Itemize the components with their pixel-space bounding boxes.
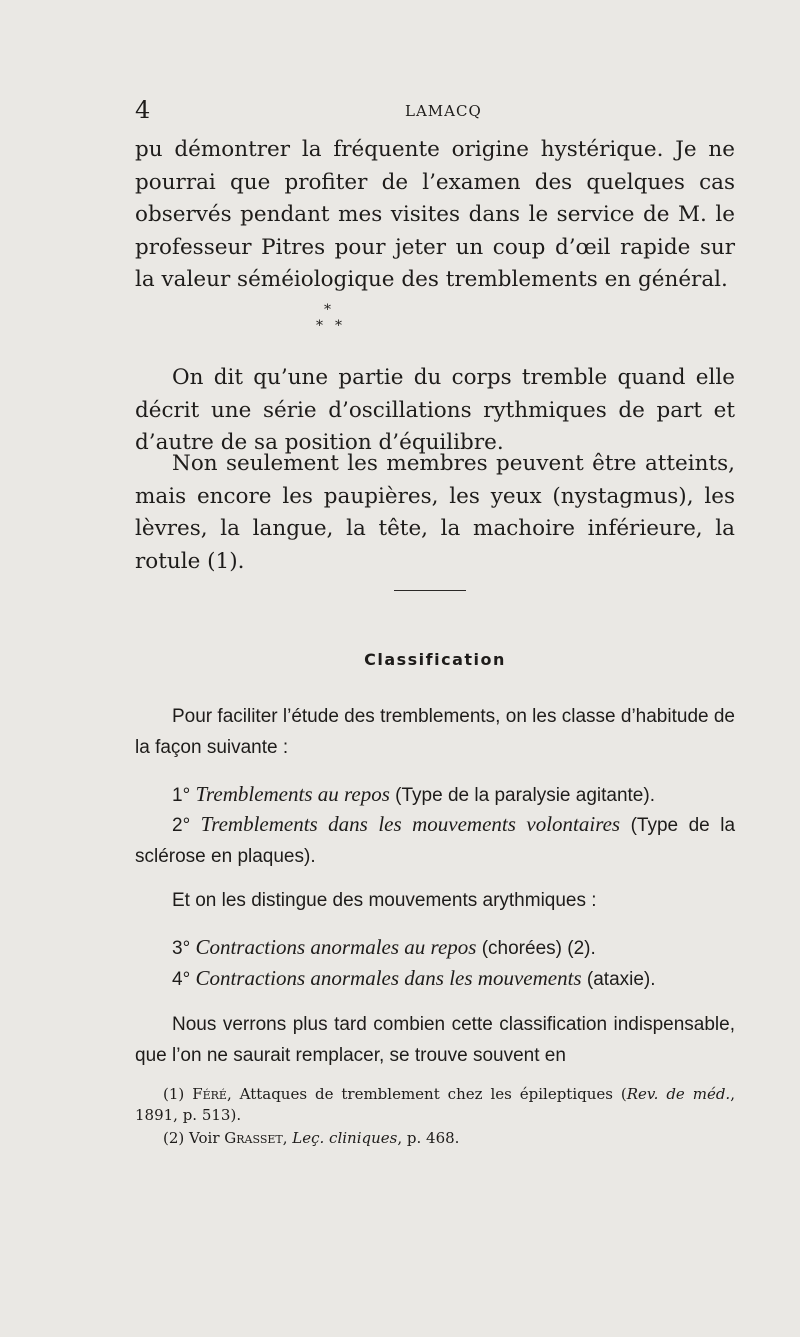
item-detail: (Type de la sclérose en plaques). [135,815,736,867]
footnote-marker: (1) [163,1085,185,1103]
footnote-marker: (2) [163,1129,185,1147]
item-title: Tremblements dans les mouvements volontaires [200,812,621,836]
page-header [135,96,735,126]
page-number: 4 [135,96,151,124]
footnote-author: Grasset [224,1129,283,1147]
footnote-text: , Attaques de tremblement chez les épileptiques ( [226,1085,627,1103]
footnote-source: Leç. cliniques [292,1129,398,1147]
list-item [135,932,735,965]
item-title: Tremblements au repos [195,782,390,806]
item-title: Contractions anormales dans les mouvements [195,966,582,990]
star-icon: * [335,318,342,334]
footnote [135,1128,735,1149]
footnote-prefix: Voir [189,1129,220,1147]
footnote-text: , [282,1129,293,1147]
closing-paragraph: Nous verrons plus tard combien cette classification indispensable, que l’on ne saurait remplacer, se trouve souvent en [135,1014,735,1066]
members-paragraph: Non seulement les membres peuvent être atteints, mais encore les paupières, les yeux (nystagmus), les lèvres, la langue, la tête, la machoire inférieure, la rotule (1). [135,451,735,574]
classification-intro: Pour faciliter l’étude des tremblements, on les classe d’habitude de la façon suivante : [135,706,735,758]
list-item [135,809,735,872]
footnote-source: Rev. de méd. [626,1085,731,1103]
list-item [135,779,735,812]
item-number: 4° [172,969,191,990]
list-item [135,963,735,996]
item-number: 3° [172,938,191,959]
section-title: Classification [364,650,506,669]
footnote-rest: , 1891, p. 513). [135,1085,735,1124]
running-title: LAMACQ [405,102,482,120]
item-number: 2° [172,815,191,836]
item-detail: (ataxie). [586,969,656,990]
footnote-author: Féré [192,1085,227,1103]
star-icon: * [316,318,323,334]
footnote [135,1084,735,1126]
intro-paragraph: pu démontrer la fréquente origine hystérique. Je ne pourrai que profiter de l’examen des quelques cas observés pendant mes visites dans le service de M. le professeur Pitres pour jeter un coup d’œil rapide sur la valeur séméiologique des tremblements en général. [135,137,735,292]
star-icon: * [324,302,331,318]
item-number: 1° [172,785,191,806]
item-detail: (Type de la paralysie agitante). [395,785,655,806]
item-title: Contractions anormales au repos [195,935,477,959]
footnote-rest: , p. 468. [397,1129,460,1147]
distinction-paragraph: Et on les distingue des mouvements arythmiques : [172,890,597,911]
item-detail: (chorées) (2). [481,938,596,959]
definition-paragraph: On dit qu’une partie du corps tremble quand elle décrit une série d’oscillations rythmiques de part et d’autre de sa position d’équilibre. [135,365,735,455]
asterism-separator [316,302,356,342]
section-divider [394,590,466,591]
